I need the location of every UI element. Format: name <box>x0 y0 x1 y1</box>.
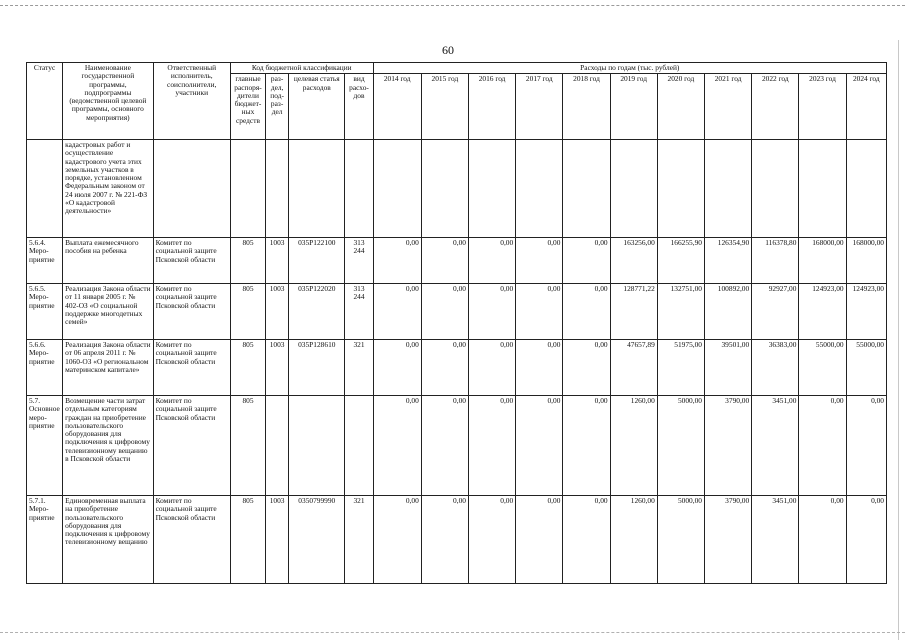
value-cell: 0,00 <box>563 284 610 340</box>
value-cell <box>421 140 468 238</box>
value-cell: 1260,00 <box>610 396 657 496</box>
value-cell: 3790,00 <box>705 496 752 584</box>
value-cell: 0,00 <box>563 238 610 284</box>
value-cell: 116378,80 <box>752 238 799 284</box>
csr-cell: 0350799990 <box>289 496 345 584</box>
grbs-cell: 805 <box>230 340 265 396</box>
value-cell: 0,00 <box>516 238 563 284</box>
csr-cell: 035P122020 <box>289 284 345 340</box>
name-cell: Возмещение части затрат отдельным категориям граждан на приобретение пользовательского оборудования для подключения к цифровому телевизионному вещанию в Псковской области <box>63 396 153 496</box>
table-row <box>27 496 887 584</box>
header-csr: целевая статья расходов <box>289 74 345 140</box>
header-year: 2016 год <box>468 74 515 140</box>
rzpr-cell <box>266 140 289 238</box>
status-cell: 5.7.1. Меро-приятие <box>27 496 63 584</box>
vr-cell <box>345 396 373 496</box>
name-cell: Выплата ежемесячного пособия на ребенка <box>63 238 153 284</box>
header-grbs: главные распоря-дители бюджет-ных средств <box>230 74 265 140</box>
header-status: Статус <box>27 63 63 140</box>
value-cell <box>468 140 515 238</box>
table-row <box>27 238 887 284</box>
value-cell: 0,00 <box>373 396 421 496</box>
executor-cell: Комитет по социальной защите Псковской области <box>153 496 230 584</box>
grbs-cell: 805 <box>230 396 265 496</box>
rzpr-cell: 1003 <box>266 496 289 584</box>
value-cell: 0,00 <box>846 396 886 496</box>
value-cell <box>846 140 886 238</box>
header-vr: вид расхо-дов <box>345 74 373 140</box>
status-cell: 5.6.4. Меро-приятие <box>27 238 63 284</box>
value-cell: 168000,00 <box>846 238 886 284</box>
header-year: 2017 год <box>516 74 563 140</box>
value-cell <box>610 140 657 238</box>
value-cell <box>799 140 846 238</box>
header-year: 2021 год <box>705 74 752 140</box>
value-cell <box>373 140 421 238</box>
table-row <box>27 340 887 396</box>
value-cell <box>657 140 704 238</box>
value-cell: 55000,00 <box>799 340 846 396</box>
value-cell: 3790,00 <box>705 396 752 496</box>
vr-cell: 321 <box>345 496 373 584</box>
header-year: 2018 год <box>563 74 610 140</box>
value-cell: 0,00 <box>421 340 468 396</box>
value-cell: 92927,00 <box>752 284 799 340</box>
status-cell: 5.7. Основное меро-приятие <box>27 396 63 496</box>
value-cell: 0,00 <box>421 496 468 584</box>
value-cell: 128771,22 <box>610 284 657 340</box>
status-cell: 5.6.5. Меро-приятие <box>27 284 63 340</box>
header-year: 2023 год <box>799 74 846 140</box>
header-executor: Ответственный исполнитель, соисполнители, участники <box>153 63 230 140</box>
header-budget-code: Код бюджетной классификации <box>230 63 373 74</box>
scan-right-edge <box>898 40 899 640</box>
value-cell: 0,00 <box>799 496 846 584</box>
header-year: 2020 год <box>657 74 704 140</box>
table-row <box>27 284 887 340</box>
header-name: Наименование государственной программы, подпрограммы (ведомственной целевой программы, основного мероприятия) <box>63 63 153 140</box>
executor-cell <box>153 140 230 238</box>
scan-top-border <box>0 5 905 6</box>
value-cell: 0,00 <box>516 496 563 584</box>
vr-cell: 321 <box>345 340 373 396</box>
budget-table <box>26 62 887 584</box>
value-cell: 0,00 <box>373 284 421 340</box>
header-year: 2015 год <box>421 74 468 140</box>
value-cell: 1260,00 <box>610 496 657 584</box>
value-cell: 168000,00 <box>799 238 846 284</box>
csr-cell <box>289 396 345 496</box>
value-cell: 166255,90 <box>657 238 704 284</box>
page-number: 60 <box>442 43 454 57</box>
value-cell: 0,00 <box>846 496 886 584</box>
value-cell: 0,00 <box>468 284 515 340</box>
rzpr-cell: 1003 <box>266 340 289 396</box>
value-cell: 132751,00 <box>657 284 704 340</box>
header-rzpr: раз-дел, под-раз-дел <box>266 74 289 140</box>
value-cell: 0,00 <box>468 396 515 496</box>
executor-cell: Комитет по социальной защите Псковской области <box>153 284 230 340</box>
vr-cell: 313 244 <box>345 284 373 340</box>
csr-cell: 035P128610 <box>289 340 345 396</box>
csr-cell <box>289 140 345 238</box>
value-cell: 0,00 <box>421 396 468 496</box>
vr-cell <box>345 140 373 238</box>
value-cell: 163256,00 <box>610 238 657 284</box>
grbs-cell <box>230 140 265 238</box>
value-cell: 5000,00 <box>657 496 704 584</box>
table-row <box>27 396 887 496</box>
name-cell: Реализация Закона области от 06 апреля 2011 г. № 1060-ОЗ «О региональном материнском капитале» <box>63 340 153 396</box>
value-cell: 5000,00 <box>657 396 704 496</box>
value-cell: 0,00 <box>468 238 515 284</box>
executor-cell: Комитет по социальной защите Псковской области <box>153 396 230 496</box>
executor-cell: Комитет по социальной защите Псковской области <box>153 238 230 284</box>
header-expenses: Расходы по годам (тыс. рублей) <box>373 63 886 74</box>
header-year: 2022 год <box>752 74 799 140</box>
value-cell <box>563 140 610 238</box>
name-cell: Единовременная выплата на приобретение пользовательского оборудования для подключения к цифровому телевизионному вещанию <box>63 496 153 584</box>
vr-cell: 313 244 <box>345 238 373 284</box>
name-cell: кадастровых работ и осуществление кадастрового учета этих земельных участков в порядке, установленном Федеральным законом от 24 июля 2007 г. № 221-ФЗ «О кадастровой деятельности» <box>63 140 153 238</box>
grbs-cell: 805 <box>230 284 265 340</box>
value-cell: 0,00 <box>373 340 421 396</box>
value-cell: 0,00 <box>421 238 468 284</box>
value-cell: 0,00 <box>468 340 515 396</box>
value-cell: 39501,00 <box>705 340 752 396</box>
value-cell: 0,00 <box>516 396 563 496</box>
value-cell: 3451,00 <box>752 496 799 584</box>
rzpr-cell: 1003 <box>266 284 289 340</box>
header-year: 2024 год <box>846 74 886 140</box>
value-cell: 124923,00 <box>799 284 846 340</box>
value-cell: 100892,00 <box>705 284 752 340</box>
value-cell: 124923,00 <box>846 284 886 340</box>
value-cell <box>516 140 563 238</box>
name-cell: Реализация Закона области от 11 января 2005 г. № 402-ОЗ «О социальной поддержке многодетных семей» <box>63 284 153 340</box>
rzpr-cell: 1003 <box>266 238 289 284</box>
value-cell: 0,00 <box>516 284 563 340</box>
value-cell: 47657,89 <box>610 340 657 396</box>
status-cell <box>27 140 63 238</box>
value-cell: 126354,90 <box>705 238 752 284</box>
value-cell: 0,00 <box>421 284 468 340</box>
grbs-cell: 805 <box>230 496 265 584</box>
value-cell: 0,00 <box>468 496 515 584</box>
header-year: 2014 год <box>373 74 421 140</box>
header-row-1 <box>27 63 887 74</box>
value-cell: 0,00 <box>799 396 846 496</box>
value-cell <box>752 140 799 238</box>
value-cell: 0,00 <box>373 496 421 584</box>
value-cell <box>705 140 752 238</box>
value-cell: 0,00 <box>563 496 610 584</box>
header-year: 2019 год <box>610 74 657 140</box>
value-cell: 36383,00 <box>752 340 799 396</box>
rzpr-cell <box>266 396 289 496</box>
scan-bottom-border <box>0 632 905 633</box>
value-cell: 3451,00 <box>752 396 799 496</box>
csr-cell: 035P122100 <box>289 238 345 284</box>
executor-cell: Комитет по социальной защите Псковской области <box>153 340 230 396</box>
status-cell: 5.6.6. Меро-приятие <box>27 340 63 396</box>
table-row <box>27 140 887 238</box>
value-cell: 0,00 <box>516 340 563 396</box>
value-cell: 0,00 <box>563 396 610 496</box>
value-cell: 51975,00 <box>657 340 704 396</box>
grbs-cell: 805 <box>230 238 265 284</box>
value-cell: 0,00 <box>373 238 421 284</box>
value-cell: 0,00 <box>563 340 610 396</box>
value-cell: 55000,00 <box>846 340 886 396</box>
